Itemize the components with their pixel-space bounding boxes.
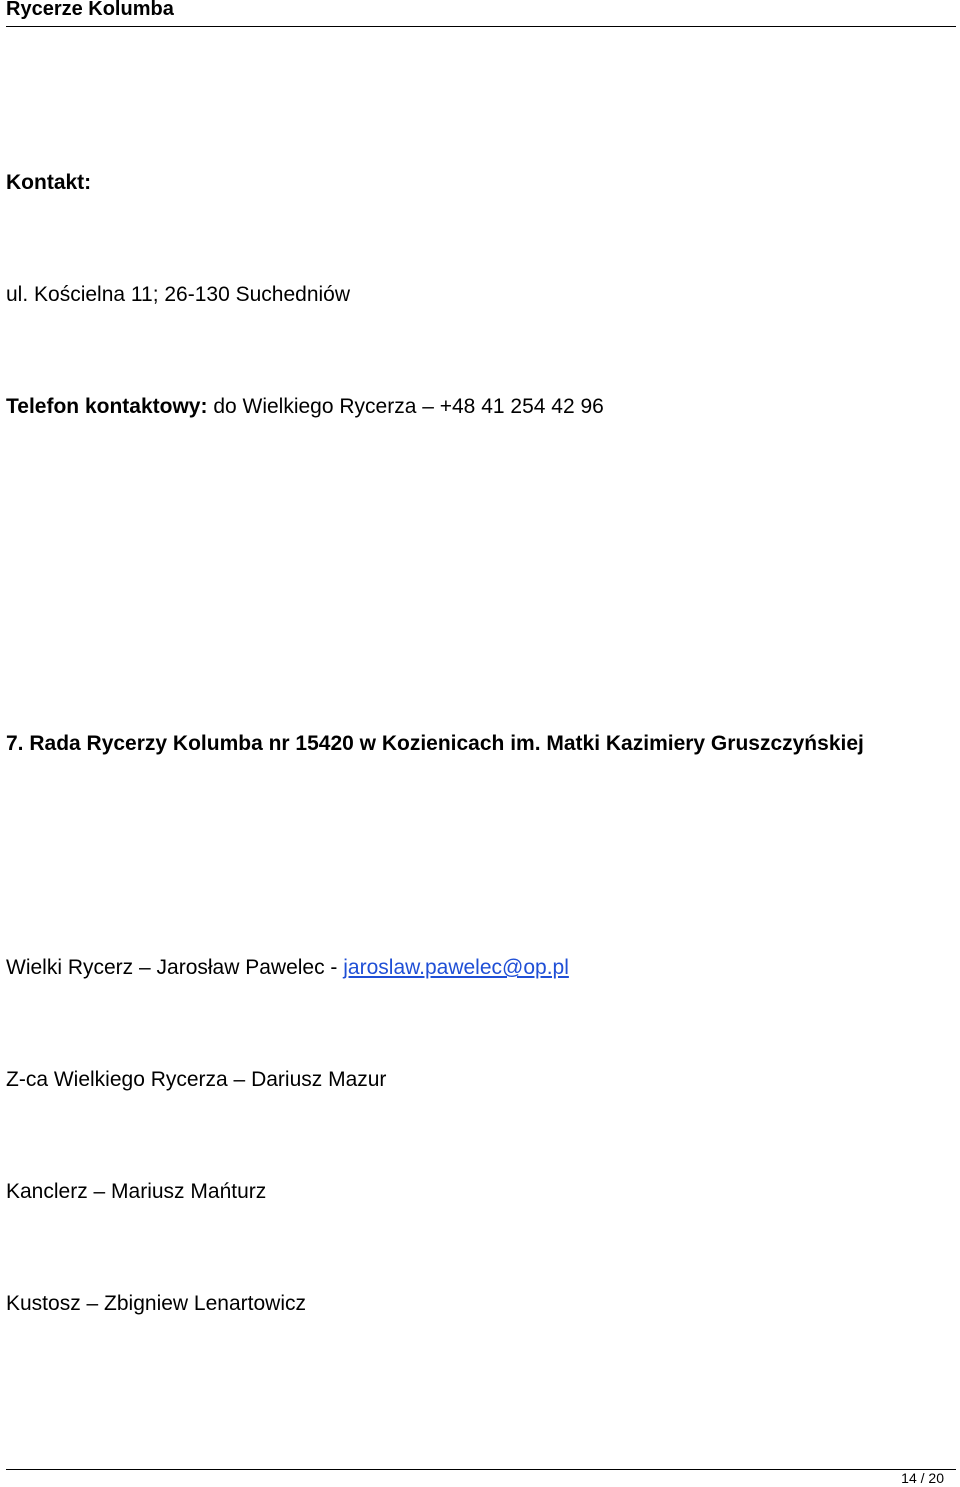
document-header-title: Rycerze Kolumba — [6, 0, 174, 20]
custodian-line: Kustosz – Zbigniew Lenartowicz — [6, 1292, 306, 1315]
council-title: 7. Rada Rycerzy Kolumba nr 15420 w Kozienicach im. Matki Kazimiery Gruszczyńskiej — [6, 732, 864, 755]
phone-label: Telefon kontaktowy: — [6, 395, 208, 418]
header-divider — [6, 26, 956, 27]
chancellor-line: Kanclerz – Mariusz Mańturz — [6, 1180, 267, 1203]
grand-knight-email-link[interactable]: jaroslaw.pawelec@op.pl — [343, 956, 569, 979]
phone-line — [6, 394, 604, 420]
grand-knight-text: Wielki Rycerz – Jarosław Pawelec - — [6, 956, 344, 979]
contact-heading: Kontakt: — [6, 171, 92, 194]
phone-value: do Wielkiego Rycerza – +48 41 254 42 96 — [213, 395, 604, 418]
address-line: ul. Kościelna 11; 26-130 Suchedniów — [6, 283, 351, 306]
grand-knight-line — [6, 955, 569, 981]
deputy-line: Z-ca Wielkiego Rycerza – Dariusz Mazur — [6, 1068, 387, 1091]
footer-divider — [6, 1469, 956, 1470]
page-number: 14 / 20 — [901, 1470, 944, 1486]
